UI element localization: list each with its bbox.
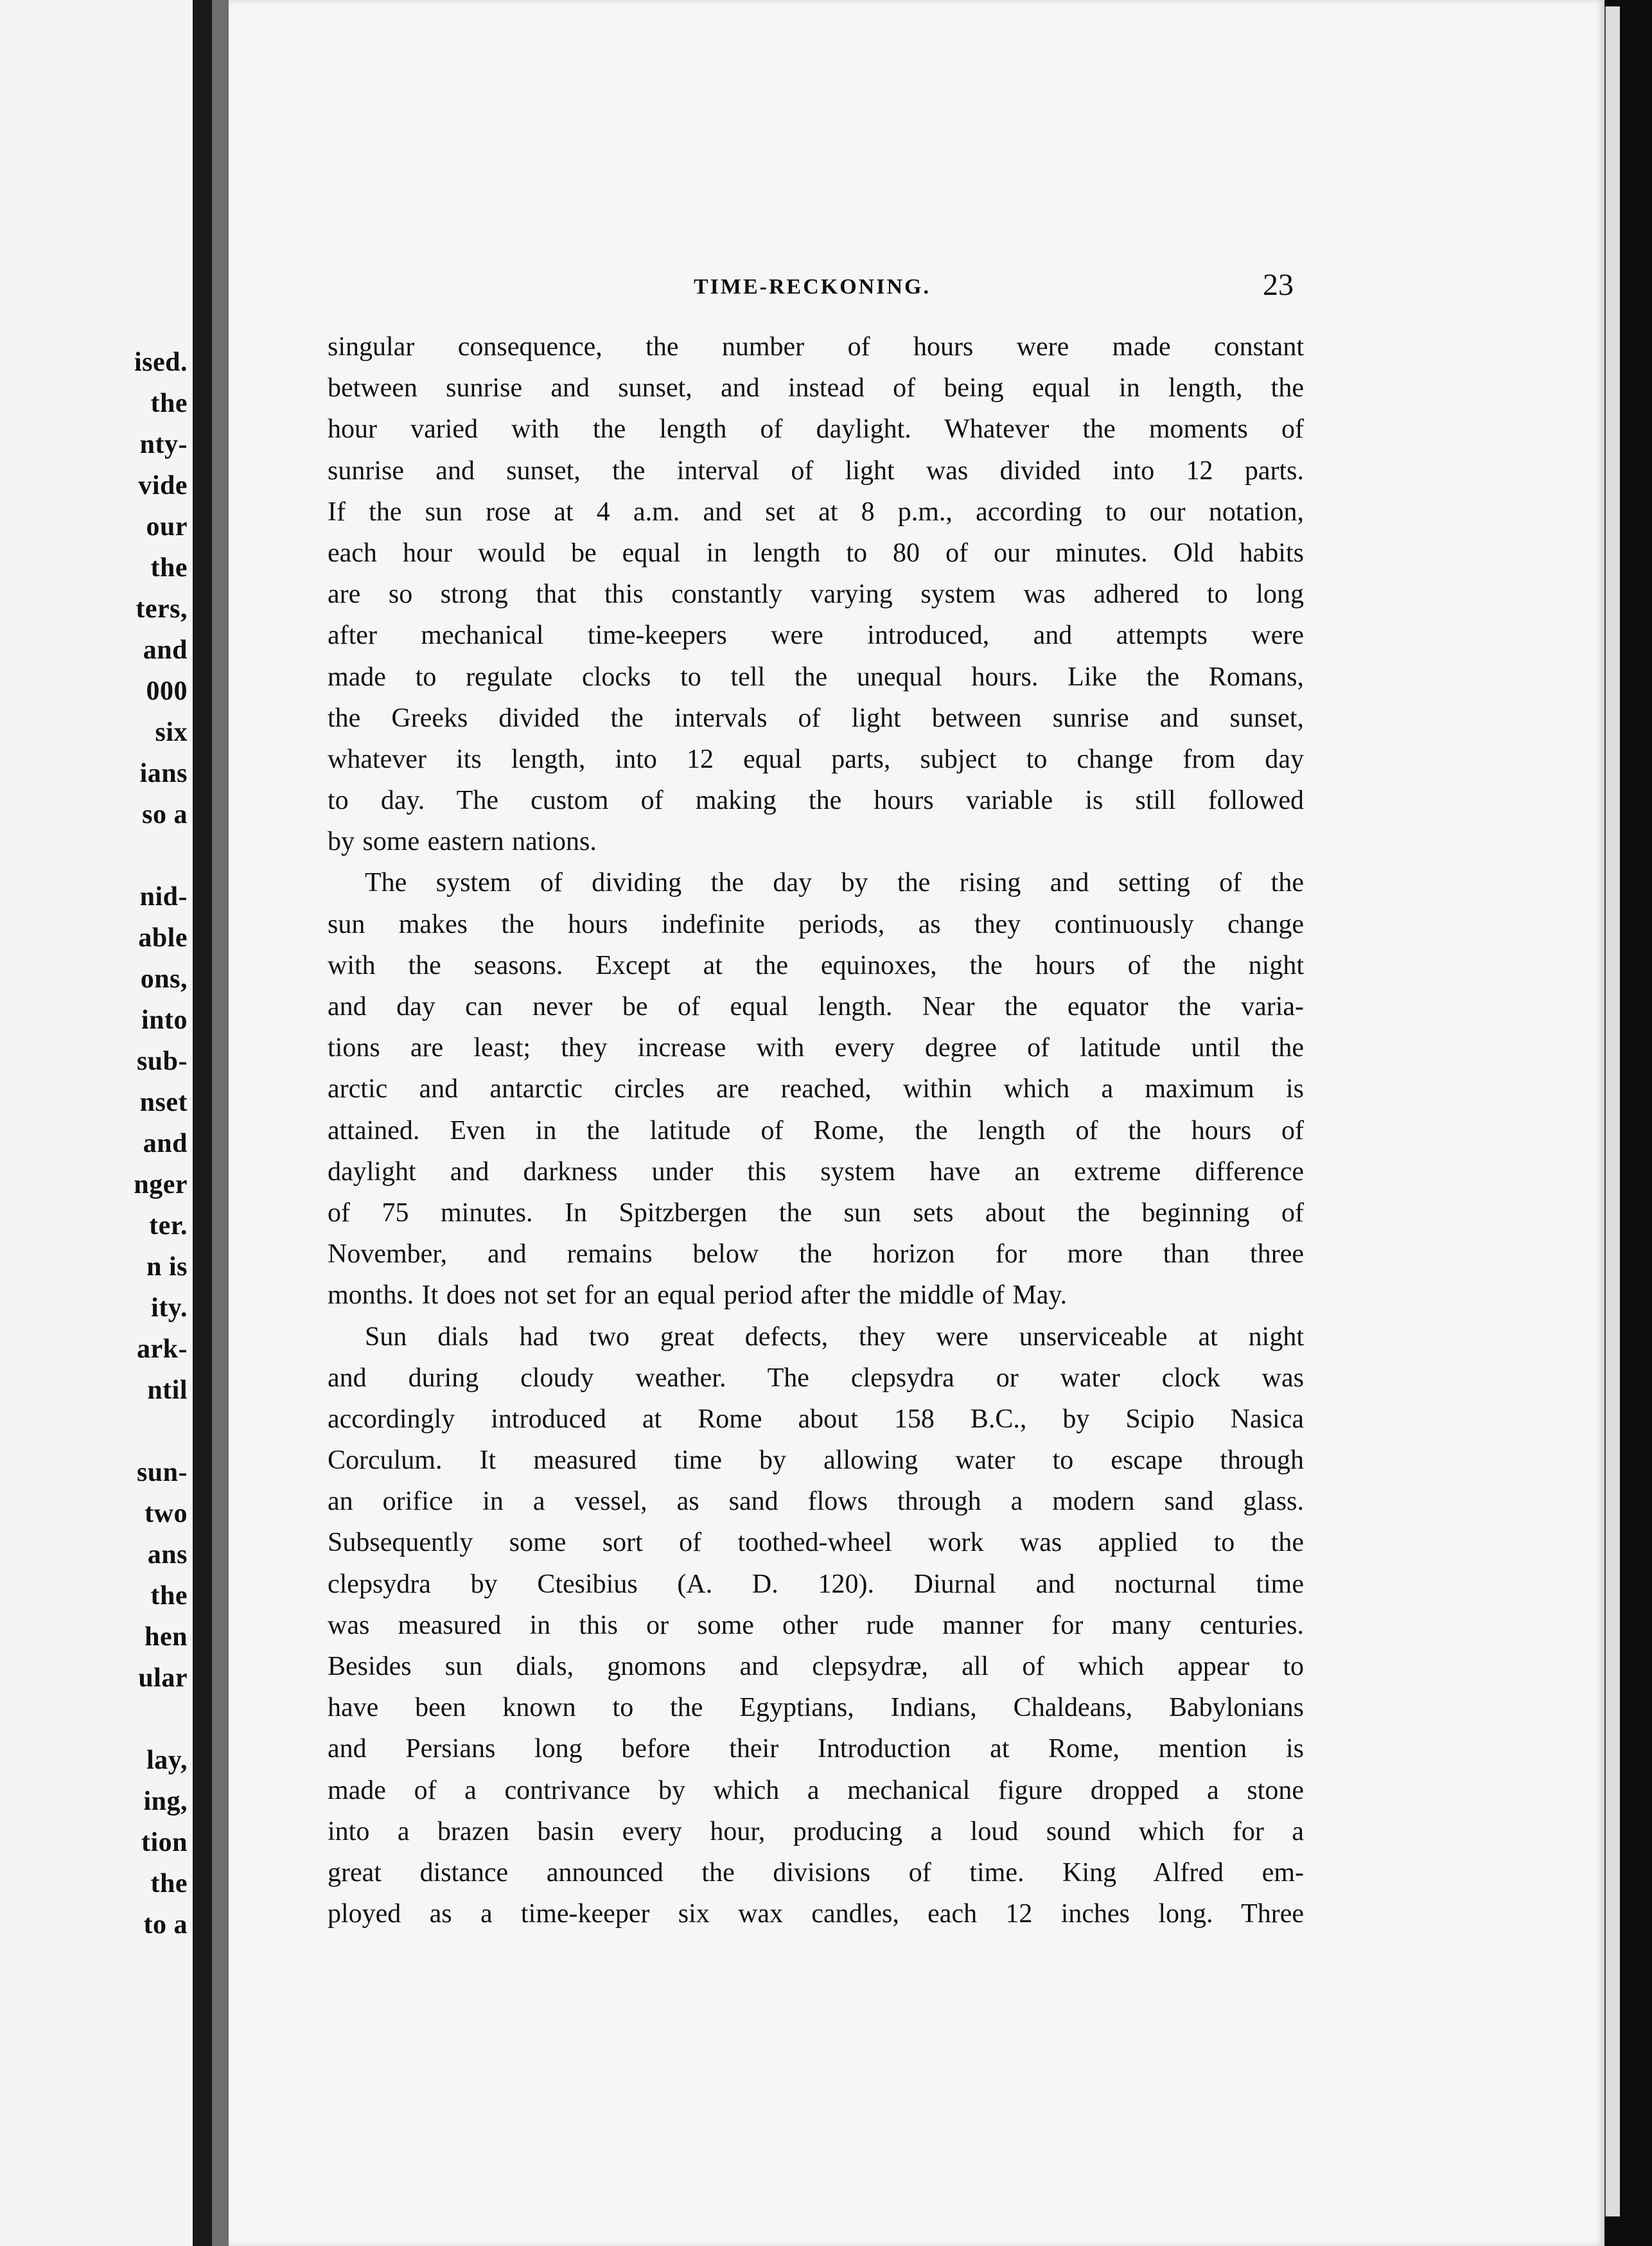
left-fragment: nid- [139,882,188,912]
running-head-title: TIME-RECKONING. [694,275,931,299]
left-fragment: to a [143,1910,188,1940]
left-fragment: ised. [134,348,188,377]
left-fragment: hen [145,1622,188,1652]
left-fragment: n is [146,1252,188,1282]
text-line: singular consequence, the number of hours were made constant [328,332,1304,362]
main-page [229,0,1604,2246]
left-fragment: two [145,1499,188,1528]
left-fragment: able [138,923,188,953]
left-fragment: tion [141,1828,188,1857]
left-fragment: so a [142,800,188,829]
text-line: clepsydra by Ctesibius (A. D. 120). Diurnal and nocturnal time [328,1569,1304,1599]
left-fragment: ark- [137,1334,188,1364]
text-line: and day can never be of equal length. Near the equator the varia- [328,992,1304,1021]
text-line: great distance announced the divisions of time. King Alfred em- [328,1857,1304,1888]
left-fragment: sub- [136,1047,188,1076]
left-fragment: nset [139,1088,188,1117]
text-line: The system of dividing the day by the rising and setting of the [365,868,1304,898]
text-line: made to regulate clocks to tell the unequal hours. Like the Romans, [328,662,1304,692]
page-stack-edge [1604,6,1620,2216]
text-line: an orifice in a vessel, as sand flows through a modern sand glass. [328,1487,1304,1517]
left-fragment: the [150,1869,188,1898]
left-fragment: our [146,512,188,542]
text-line: and during cloudy weather. The clepsydra or water clock was [328,1363,1304,1393]
text-line: Sun dials had two great defects, they were unserviceable at night [365,1322,1304,1352]
body-text [328,326,1304,1934]
text-line: after mechanical time-keepers were introduced, and attempts were [328,621,1304,651]
text-line: of 75 minutes. In Spitzbergen the sun sets about the beginning of [328,1198,1304,1228]
text-line: was measured in this or some other rude manner for many centuries. [328,1610,1304,1640]
left-fragment: ians [139,759,188,788]
text-line: November, and remains below the horizon for more than three [328,1239,1304,1269]
text-line: accordingly introduced at Rome about 158 B.C., by Scipio Nasica [328,1404,1304,1434]
page-number: 23 [1263,268,1294,302]
running-head [229,270,1604,308]
text-line: have been known to the Egyptians, Indians, Chaldeans, Babylonians [328,1693,1304,1723]
text-line: sunrise and sunset, the interval of light was divided into 12 parts. [328,455,1304,486]
left-fragment: ter. [149,1211,188,1241]
left-fragment: sun- [136,1458,188,1487]
text-line: the Greeks divided the intervals of light between sunrise and sunset, [328,703,1304,733]
book-gutter [193,0,212,2246]
text-line: Subsequently some sort of toothed-wheel work was applied to the [328,1528,1304,1558]
left-fragment: ular [138,1663,188,1693]
text-line: attained. Even in the latitude of Rome, the length of the hours of [328,1115,1304,1145]
left-fragment: lay, [146,1746,188,1775]
left-fragment: and [143,635,188,665]
left-fragment: the [150,389,188,418]
left-fragment: and [143,1129,188,1158]
left-fragment: 000 [146,676,188,706]
text-line: Besides sun dials, gnomons and clepsydræ, all of which appear to [328,1652,1304,1681]
left-fragment: into [141,1005,188,1035]
left-fragment: six [155,718,188,747]
text-line: arctic and antarctic circles are reached, within which a maximum is [328,1074,1304,1104]
text-line: daylight and darkness under this system have an extreme difference [328,1156,1304,1187]
left-fragment: the [150,553,188,583]
left-fragment: ity. [151,1293,188,1323]
left-fragment: ing, [143,1787,188,1816]
left-facing-page [0,0,193,2246]
text-line: and Persians long before their Introduction at Rome, mention is [328,1734,1304,1764]
text-line: by some eastern nations. [328,827,597,857]
text-line: made of a contrivance by which a mechanical figure dropped a stone [328,1775,1304,1805]
text-line: If the sun rose at 4 a.m. and set at 8 p.m., according to our notation, [328,497,1304,527]
text-line: between sunrise and sunset, and instead of being equal in length, the [328,373,1304,403]
text-line: whatever its length, into 12 equal parts, subject to change from day [328,744,1304,774]
text-line: with the seasons. Except at the equinoxes, the hours of the night [328,950,1304,980]
left-fragment: nger [134,1170,188,1199]
text-line: months. It does not set for an equal period after the middle of May. [328,1280,1068,1311]
left-fragment: ans [147,1540,188,1570]
text-line: each hour would be equal in length to 80 of our minutes. Old habits [328,538,1304,568]
text-line: tions are least; they increase with every degree of latitude until the [328,1033,1304,1063]
text-line: Corculum. It measured time by allowing water to escape through [328,1446,1304,1476]
left-fragment: ters, [136,594,188,624]
text-line: to day. The custom of making the hours variable is still followed [328,786,1304,816]
left-fragment: the [150,1581,188,1611]
text-line: ployed as a time-keeper six wax candles, each 12 inches long. Three [328,1899,1304,1929]
text-line: sun makes the hours indefinite periods, as they continuously change [328,909,1304,939]
text-line: hour varied with the length of daylight. Whatever the moments of [328,414,1304,445]
left-fragment: ons, [140,964,188,994]
text-line: into a brazen basin every hour, producing a loud sound which for a [328,1816,1304,1846]
left-fragment: vide [138,471,188,500]
text-line: are so strong that this constantly varying system was adhered to long [328,579,1304,610]
left-fragment: ntil [147,1375,188,1405]
left-fragment: nty- [139,430,188,459]
binding-edge [212,0,229,2246]
